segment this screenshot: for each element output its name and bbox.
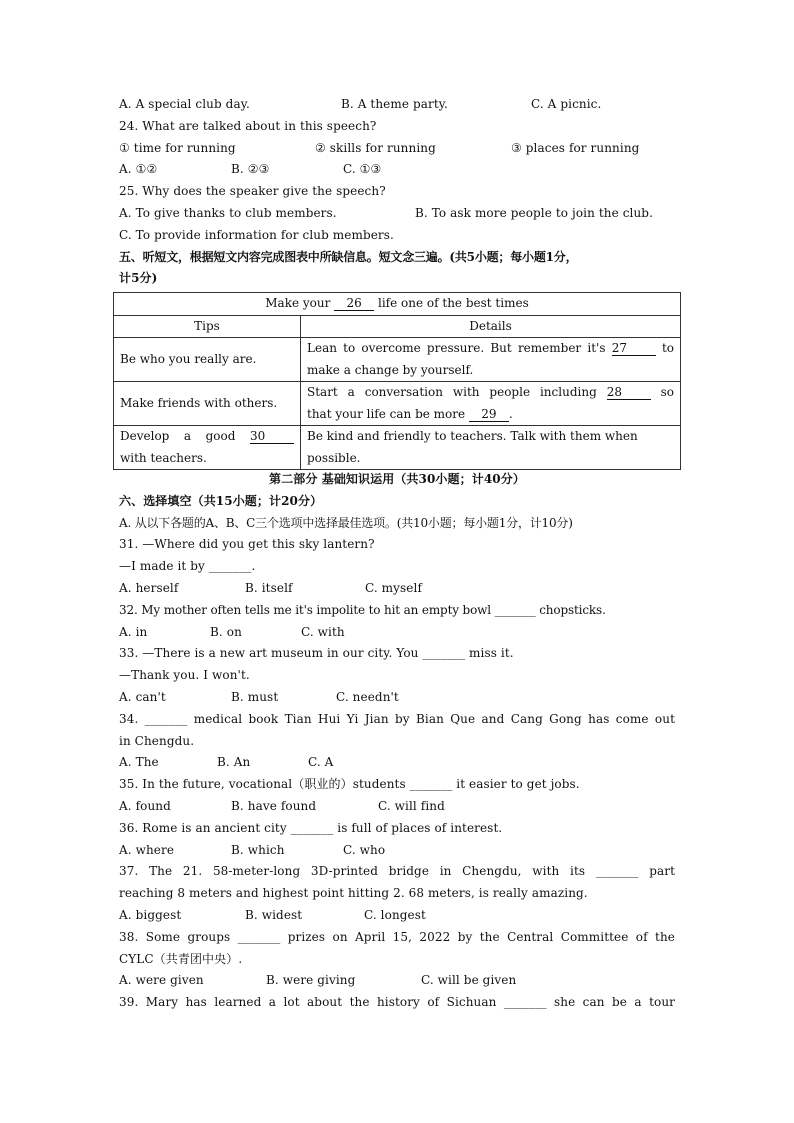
option: A. can't [119,689,166,704]
option: B. itself [245,580,293,595]
blank-29: 29 [469,407,509,422]
table-title: Make your 26 life one of the best times [114,293,681,316]
options-row [119,796,675,818]
question-stem: 39. Mary has learned a lot about the history of Sichuan _______ she can be a tour [119,995,675,1010]
column-header-tips: Tips [114,315,301,338]
column-header-details: Details [301,315,681,338]
question-line: —Thank you. I won't. [119,668,250,683]
info-chart-table [113,292,681,470]
option: A. biggest [119,907,182,922]
option: A. were given [119,973,204,988]
question-line: reaching 8 meters and highest point hitting 2. 68 meters, is really amazing. [119,886,588,901]
section-heading: 六、选择填空（共15小题；计20分） [119,493,323,508]
options-row [119,840,675,862]
section-instruction: A. 从以下各题的A、B、C三个选项中选择最佳选项。(共10小题；每小题1分，计10分) [119,515,573,530]
options-row [119,578,675,600]
option: A. herself [119,580,179,595]
option: C. myself [365,580,422,595]
blank-26: 26 [334,296,374,311]
option: B. To ask more people to join the club. [415,205,653,220]
tip-cell: Be who you really are. [114,338,301,382]
option: B. which [231,842,285,857]
option: C. ①③ [343,162,382,177]
blank-27: 27 [612,341,656,356]
options-row [119,905,675,927]
option: C. A picnic. [531,97,602,111]
option: A. found [119,798,171,813]
option: C. A [308,755,334,770]
q25-options [119,203,675,225]
option: B. A theme party. [341,97,448,111]
q24-options [119,159,675,181]
option: A. where [119,842,175,857]
option: C. will be given [421,973,517,988]
question-line: CYLC（共青团中央）. [119,951,243,966]
option: B. were giving [266,973,356,988]
option: B. widest [245,907,303,922]
item: ① time for running [119,140,236,155]
q23-options [119,94,675,116]
option: A. The [119,755,159,770]
question-stem: 37. The 21. 58-meter-long 3D-printed bridge in Chengdu, with its _______ part [119,864,675,879]
table-row [114,426,681,470]
exam-page-part2 [119,469,675,1014]
options-row [119,970,675,992]
table-row [114,382,681,426]
option: C. will find [378,798,445,813]
option: C. needn't [336,689,399,704]
part-heading: 第二部分 基础知识运用（共30小题；计40分） [269,472,525,486]
item: ③ places for running [511,140,640,155]
tip-cell: Make friends with others. [114,382,301,426]
item: ② skills for running [315,140,436,155]
option: C. longest [364,907,426,922]
option: C. To provide information for club members. [119,227,394,242]
details-cell: Lean to overcome pressure. But remember it's 27 to make a change by yourself. [301,338,681,382]
question-stem: 34. _______ medical book Tian Hui Yi Jian by Bian Que and Cang Gong has come out [119,711,675,726]
options-row [119,752,675,774]
question-stem: 36. Rome is an ancient city _______ is full of places of interest. [119,820,503,835]
table-row [114,338,681,382]
question-line: in Chengdu. [119,733,195,748]
details-cell: Be kind and friendly to teachers. Talk with them when possible. [301,426,681,470]
question-stem: 31. —Where did you get this sky lantern? [119,537,375,552]
details-cell: Start a conversation with people including 28 so that your life can be more 29 . [301,382,681,426]
question-stem: 33. —There is a new art museum in our city. You _______ miss it. [119,646,514,661]
option: A. ①② [119,162,158,177]
option: A. in [119,624,148,639]
question-stem: 25. Why does the speaker give the speech? [119,184,386,199]
section-heading-cont: 计5分) [119,271,158,286]
option: A. To give thanks to club members. [119,205,337,220]
option: C. with [301,624,345,639]
blank-28: 28 [607,385,651,400]
question-stem: 32. My mother often tells me it's impolite to hit an empty bowl _______ chopsticks. [119,602,606,617]
option: C. who [343,842,386,857]
table-title-row [114,293,681,316]
option: B. must [231,689,279,704]
option: B. on [210,624,242,639]
question-line: —I made it by _______. [119,559,256,574]
question-stem: 35. In the future, vocational（职业的）students _______ it easier to get jobs. [119,777,580,792]
options-row [119,687,675,709]
option: B. An [217,755,251,770]
question-stem: 24. What are talked about in this speech? [119,118,377,133]
tip-cell: Develop a good 30 with teachers. [114,426,301,470]
exam-page [119,94,675,290]
q24-items [119,138,675,160]
question-stem: 38. Some groups _______ prizes on April 15, 2022 by the Central Committee of the [119,929,675,944]
blank-30: 30 [250,429,294,444]
option: B. ②③ [231,162,270,177]
option: B. have found [231,798,317,813]
options-row [119,622,675,644]
section-heading: 五、听短文，根据短文内容完成图表中所缺信息。短文念三遍。(共5小题；每小题1分， [119,249,578,264]
option: A. A special club day. [119,97,250,111]
table-header-row [114,315,681,338]
